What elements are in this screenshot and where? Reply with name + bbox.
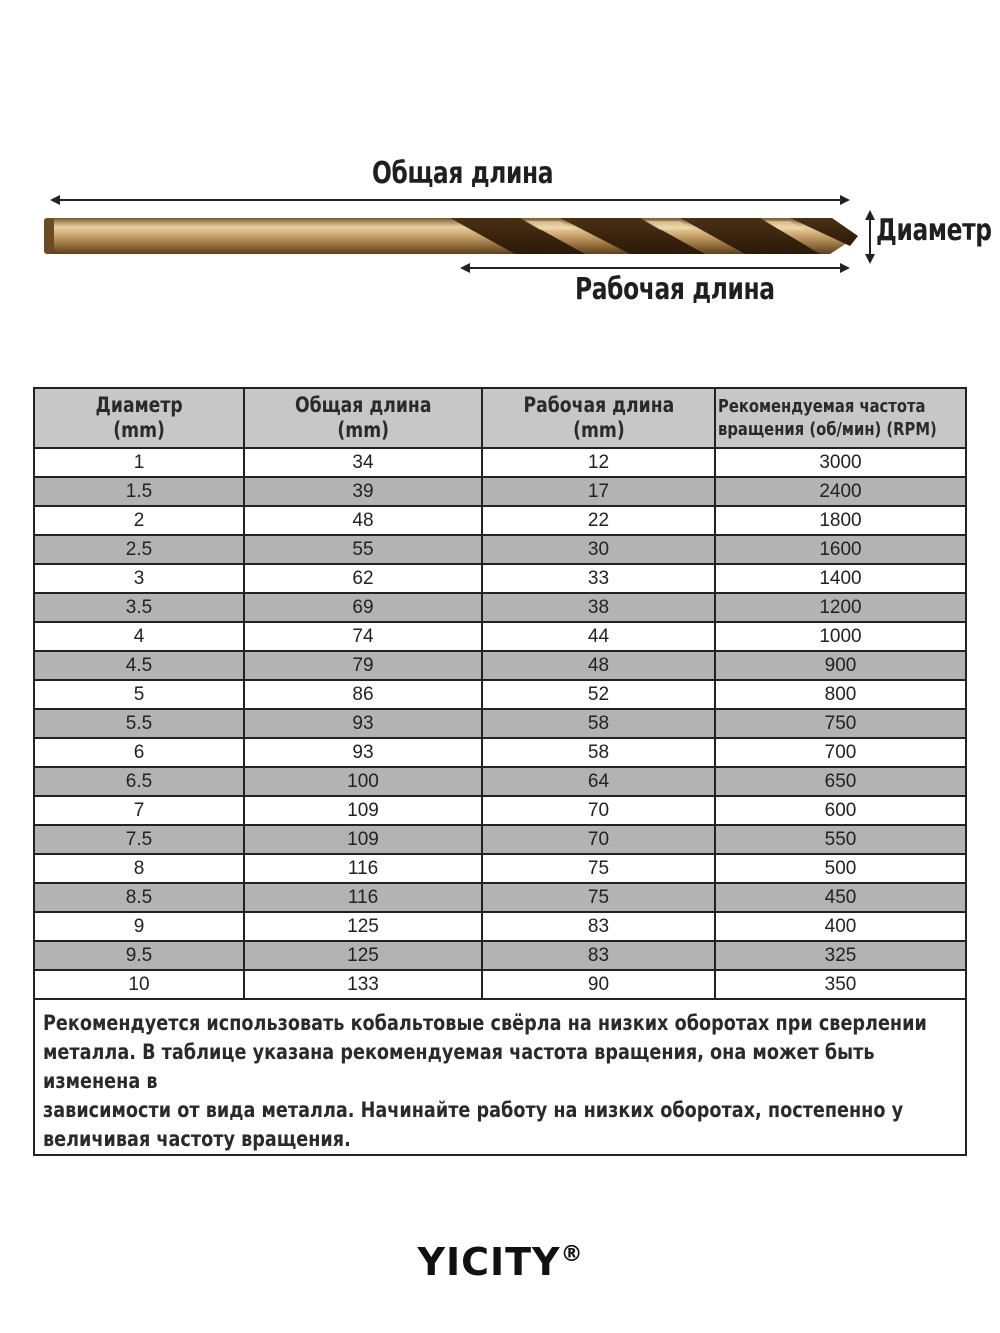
rpm-cell: 750 [715, 709, 966, 738]
table-row [34, 854, 966, 883]
working-length-cell: 44 [482, 622, 715, 651]
table-row [34, 912, 966, 941]
diameter-cell: 4 [34, 622, 244, 651]
rpm-cell: 325 [715, 941, 966, 970]
rpm-cell: 1000 [715, 622, 966, 651]
working-length-cell: 12 [482, 448, 715, 477]
note-line: зависимости от вида металла. Начинайте работу на низких оборотах, постепенно у [43, 1098, 904, 1122]
rpm-cell: 800 [715, 680, 966, 709]
diameter-cell: 5.5 [34, 709, 244, 738]
diameter-cell: 8 [34, 854, 244, 883]
diameter-cell: 6.5 [34, 767, 244, 796]
working-length-cell: 30 [482, 535, 715, 564]
total-length-cell: 69 [244, 593, 482, 622]
working-length-cell: 70 [482, 825, 715, 854]
table-row [34, 738, 966, 767]
note-row [34, 999, 966, 1155]
rpm-cell: 1800 [715, 506, 966, 535]
total-length-cell: 34 [244, 448, 482, 477]
note-line: Рекомендуется использовать кобальтовые свёрла на низких оборотах при сверлении [43, 1011, 927, 1035]
usage-note [34, 999, 966, 1155]
table-row [34, 506, 966, 535]
working-length-cell: 58 [482, 709, 715, 738]
working-length-cell: 83 [482, 912, 715, 941]
working-length-cell: 17 [482, 477, 715, 506]
working-length-cell: 75 [482, 883, 715, 912]
table-row [34, 825, 966, 854]
header-diameter: Диаметр (mm) [34, 388, 244, 448]
total-length-cell: 116 [244, 854, 482, 883]
diameter-cell: 6 [34, 738, 244, 767]
working-length-cell: 64 [482, 767, 715, 796]
rpm-cell: 1600 [715, 535, 966, 564]
total-length-cell: 74 [244, 622, 482, 651]
total-length-arrow [50, 195, 850, 205]
diameter-cell: 9 [34, 912, 244, 941]
total-length-cell: 125 [244, 912, 482, 941]
working-length-cell: 70 [482, 796, 715, 825]
working-length-cell: 48 [482, 651, 715, 680]
diameter-cell: 4.5 [34, 651, 244, 680]
working-length-cell: 38 [482, 593, 715, 622]
note-line: металла. В таблице указана рекомендуемая частота вращения, она может быть изменена в [43, 1040, 875, 1093]
table-row [34, 970, 966, 999]
table-row [34, 767, 966, 796]
table-row [34, 593, 966, 622]
total-length-cell: 125 [244, 941, 482, 970]
diameter-cell: 7.5 [34, 825, 244, 854]
rpm-cell: 1400 [715, 564, 966, 593]
diameter-cell: 10 [34, 970, 244, 999]
rpm-cell: 3000 [715, 448, 966, 477]
table-row [34, 796, 966, 825]
drill-diagram [0, 0, 1000, 340]
table-row [34, 477, 966, 506]
diameter-arrow [865, 210, 875, 264]
total-length-cell: 93 [244, 738, 482, 767]
working-length-cell: 58 [482, 738, 715, 767]
working-length-cell: 22 [482, 506, 715, 535]
header-working-length: Рабочая длина (mm) [482, 388, 715, 448]
working-length-cell: 90 [482, 970, 715, 999]
working-length-cell: 75 [482, 854, 715, 883]
rpm-cell: 2400 [715, 477, 966, 506]
drill-bit [44, 218, 858, 254]
registered-mark: ® [560, 1242, 583, 1267]
rpm-cell: 650 [715, 767, 966, 796]
table-row [34, 448, 966, 477]
header-total-length: Общая длина (mm) [244, 388, 482, 448]
table-row [34, 941, 966, 970]
diameter-cell: 2.5 [34, 535, 244, 564]
rpm-cell: 700 [715, 738, 966, 767]
total-length-cell: 79 [244, 651, 482, 680]
diameter-cell: 3 [34, 564, 244, 593]
rpm-cell: 1200 [715, 593, 966, 622]
total-length-cell: 86 [244, 680, 482, 709]
brand-name: YICITY [417, 1240, 561, 1284]
diameter-label: Диаметр [876, 213, 992, 248]
total-length-cell: 48 [244, 506, 482, 535]
note-line: величивая частоту вращения. [43, 1127, 351, 1151]
header-rpm: Рекомендуемая частота вращения (об/мин) (RPM) [715, 388, 966, 448]
total-length-cell: 55 [244, 535, 482, 564]
rpm-cell: 350 [715, 970, 966, 999]
total-length-cell: 93 [244, 709, 482, 738]
table-header-row [34, 388, 966, 448]
rpm-cell: 400 [715, 912, 966, 941]
diameter-cell: 1.5 [34, 477, 244, 506]
diameter-cell: 3.5 [34, 593, 244, 622]
working-length-cell: 83 [482, 941, 715, 970]
total-length-cell: 109 [244, 825, 482, 854]
table-row [34, 535, 966, 564]
table-row [34, 564, 966, 593]
total-length-cell: 133 [244, 970, 482, 999]
diameter-cell: 9.5 [34, 941, 244, 970]
table-row [34, 651, 966, 680]
total-length-cell: 109 [244, 796, 482, 825]
working-length-label: Рабочая длина [575, 272, 775, 307]
total-length-label: Общая длина [372, 156, 554, 191]
working-length-cell: 33 [482, 564, 715, 593]
diameter-cell: 2 [34, 506, 244, 535]
table-row [34, 883, 966, 912]
rpm-cell: 550 [715, 825, 966, 854]
diameter-cell: 1 [34, 448, 244, 477]
drill-spec-table [33, 387, 967, 1156]
rpm-cell: 600 [715, 796, 966, 825]
total-length-cell: 116 [244, 883, 482, 912]
diameter-cell: 7 [34, 796, 244, 825]
total-length-cell: 100 [244, 767, 482, 796]
total-length-cell: 39 [244, 477, 482, 506]
brand-logo [0, 1240, 1000, 1284]
rpm-cell: 500 [715, 854, 966, 883]
diameter-cell: 8.5 [34, 883, 244, 912]
table-row [34, 709, 966, 738]
table-row [34, 680, 966, 709]
working-length-cell: 52 [482, 680, 715, 709]
rpm-cell: 900 [715, 651, 966, 680]
total-length-cell: 62 [244, 564, 482, 593]
rpm-cell: 450 [715, 883, 966, 912]
table-row [34, 622, 966, 651]
diameter-cell: 5 [34, 680, 244, 709]
